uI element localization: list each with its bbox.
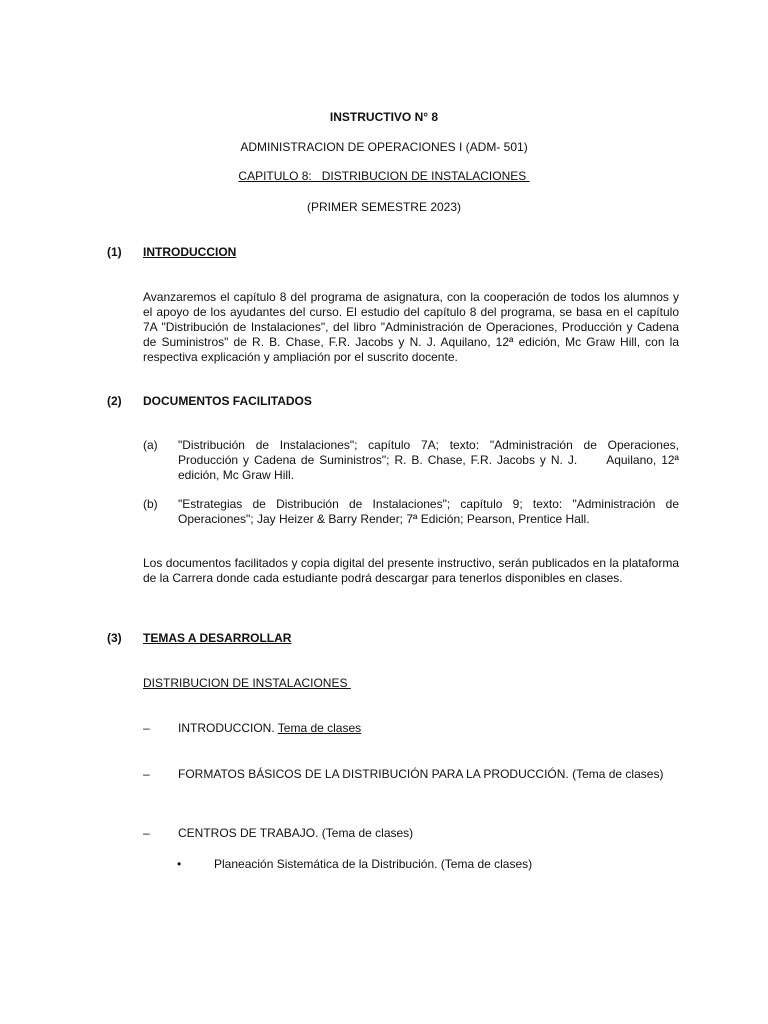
document-item-a xyxy=(178,438,679,483)
topic-3: CENTROS DE TRABAJO. (Tema de clases) xyxy=(178,826,414,840)
topic-2-dash: – xyxy=(143,767,150,781)
course-name: ADMINISTRACION DE OPERACIONES I (ADM- 501) xyxy=(240,140,528,154)
section-2-title: DOCUMENTOS FACILITADOS xyxy=(143,394,312,408)
document-item-b-label: (b) xyxy=(143,497,158,511)
document-item-b xyxy=(178,497,679,527)
chapter-title xyxy=(0,169,768,184)
topic-3-dash: – xyxy=(143,826,150,840)
section-3-title: TEMAS A DESARROLLAR xyxy=(143,631,292,645)
subtopic-bullet: • xyxy=(177,857,182,871)
chapter-title-text: CAPITULO 8: DISTRIBUCION DE INSTALACIONES xyxy=(238,169,530,183)
document-title: INSTRUCTIVO N° 8 xyxy=(329,110,439,124)
document-item-a-line: "Distribución de Instalaciones"; capítulo 7A; texto: "Administración de Operaciones, xyxy=(178,438,679,452)
subtopic: Planeación Sistemática de la Distribución. (Tema de clases) xyxy=(214,857,533,871)
semester: (PRIMER SEMESTRE 2023) xyxy=(306,200,462,214)
document-item-a-label: (a) xyxy=(143,438,158,452)
topics-subtitle-text: DISTRIBUCION DE INSTALACIONES xyxy=(143,676,351,690)
section-3-number: (3) xyxy=(107,631,122,645)
section-1-number: (1) xyxy=(107,245,122,259)
document-item-a-line: edición, Mc Graw Hill. xyxy=(178,468,295,482)
section-1-title: INTRODUCCION xyxy=(143,245,237,259)
document-item-a-line: Producción y Cadena de Suministros"; R. B. Chase, F.R. Jacobs y N. J. Aquilano, 12ª xyxy=(178,453,679,467)
document-item-b-line: Operaciones"; Jay Heizer & Barry Render; 7ª Edición; Pearson, Prentice Hall. xyxy=(178,512,590,526)
section-1-paragraph: Avanzaremos el capítulo 8 del programa de asignatura, con la cooperación de todos los alumnos y el apoyo de los ayudantes del curso. El estudio del capítulo 8 del programa, se basa en el capítulo 7A "Distribución de Instalaciones", del libro "Administración de Operaciones, Producción y Cadena de Suministros" de R. B. Chase, F.R. Jacobs y N. J. Aquilano, 12ª edición, Mc Graw Hill, con la respectiva explicación y ampliación por el suscrito docente. xyxy=(143,290,679,364)
topic-1-dash: – xyxy=(143,721,150,735)
section-2-paragraph: Los documentos facilitados y copia digital del presente instructivo, serán publicados en la plataforma de la Carrera donde cada estudiante podrá descargar para tenerlos disponibles en clases. xyxy=(143,556,679,585)
topic-1 xyxy=(178,721,361,736)
document-item-b-line: "Estrategias de Distribución de Instalaciones"; capítulo 9; texto: "Administración de xyxy=(178,497,679,511)
topics-subtitle xyxy=(143,676,351,691)
topic-2: FORMATOS BÁSICOS DE LA DISTRIBUCIÓN PARA LA PRODUCCIÓN. (Tema de clases) xyxy=(178,767,664,781)
topic-1-text: INTRODUCCION. xyxy=(178,721,278,735)
topic-1-link: Tema de clases xyxy=(277,721,362,735)
section-2-number: (2) xyxy=(107,394,122,408)
